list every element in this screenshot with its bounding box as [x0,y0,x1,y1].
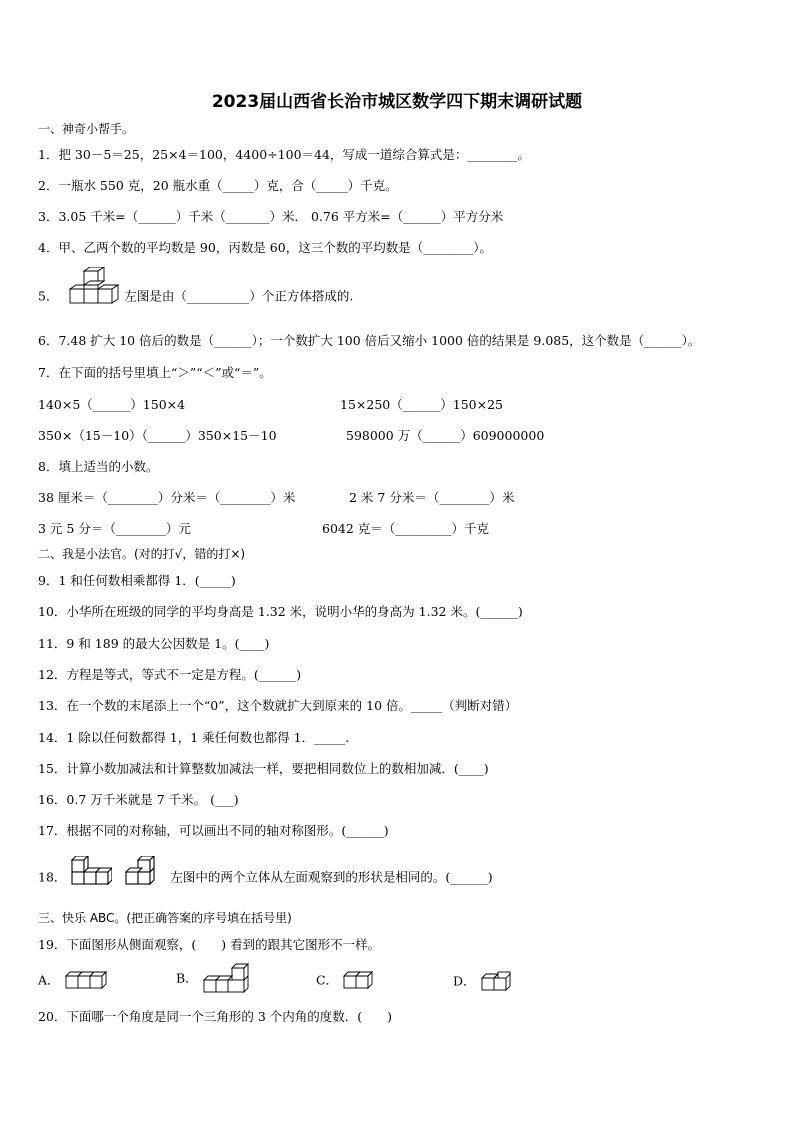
question-7d: 598000 万（______）609000000 [346,428,545,443]
question-4: 4．甲、乙两个数的平均数是 90，丙数是 60，这三个数的平均数是（________）。 [38,240,492,255]
option-a-figure [64,970,114,992]
question-5-number: 5． [38,288,59,304]
question-3: 3．3.05 千米=（______）千米（_______）米． 0.76 平方米=（______）平方分米 [38,209,504,224]
question-5 [38,285,353,309]
question-18-text: 左图中的两个立体从左面观察到的形状是相同的。(______) [170,869,493,885]
question-18 [38,866,493,890]
question-20: 20．下面哪一个角度是同一个三角形的 3 个内角的度数．( ) [38,1009,393,1024]
question-7c: 350×（15－10）（______）350×15－10 [38,428,277,443]
option-d-figure [480,970,526,994]
option-b-label: B． [176,970,198,986]
question-16: 16．0.7 万千米就是 7 千米。 (___) [38,792,239,807]
solid-figure-left [70,856,112,890]
option-c-label: C． [316,972,339,988]
option-b-figure [202,962,254,996]
option-a-label: A． [38,972,60,988]
question-5-text: 左图是由（__________）个正方体搭成的. [124,288,354,304]
question-8b: 2 米 7 分米＝（________）米 [349,490,515,505]
option-a [38,970,114,992]
question-7a: 140×5（______）150×4 [38,397,186,412]
question-17: 17．根据不同的对称轴，可以画出不同的轴对称图形。(______) [38,823,389,838]
question-7b: 15×250（______）150×25 [340,397,503,412]
question-8c: 3 元 5 分＝（________）元 [38,521,191,536]
question-11: 11．9 和 189 的最大公因数是 1。(____) [38,636,270,651]
question-8: 8．填上适当的小数。 [38,459,159,474]
question-7: 7．在下面的括号里填上“＞”“＜”或“＝”。 [38,365,272,380]
question-8a: 38 厘米＝（________）分米＝（________）米 [38,490,296,505]
question-2: 2．一瓶水 550 克，20 瓶水重（_____）克，合（_____）千克。 [38,178,398,193]
question-12: 12．方程是等式，等式不一定是方程。(______) [38,667,302,682]
question-15: 15．计算小数加减法和计算整数加减法一样，要把相同数位上的数相加减．(____) [38,761,489,776]
question-10: 10．小华所在班级的同学的平均身高是 1.32 米，说明小华的身高为 1.32 米。(______) [38,604,523,619]
cube-stack-figure [62,267,120,309]
solid-figure-right [124,856,166,890]
question-19: 19．下面图形从侧面观察，( ) 看到的跟其它图形不一样。 [38,937,381,952]
question-1: 1．把 30－5＝25，25×4＝100，4400÷100＝44，写成一道综合算式是：________。 [38,147,530,162]
option-d [453,970,526,994]
option-b [176,962,254,996]
option-c-figure [342,970,384,992]
page-title: 2023届山西省长治市城区数学四下期末调研试题 [211,92,583,112]
question-13: 13．在一个数的末尾添上一个“0”，这个数就扩大到原来的 10 倍。_____（判断对错） [38,698,518,713]
question-14: 14．1 除以任何数都得 1，1 乘任何数也都得 1．_____. [38,730,350,745]
section-1-heading: 一、神奇小帮手。 [38,122,135,136]
option-c [316,970,384,992]
section-3-heading: 三、快乐 ABC。(把正确答案的序号填在括号里) [38,911,292,925]
section-2-heading: 二、我是小法官。(对的打√，错的打×) [38,547,246,561]
question-8d: 6042 克＝（_________）千克 [322,521,490,536]
question-6: 6．7.48 扩大 10 倍后的数是（______）；一个数扩大 100 倍后又缩小 1000 倍的结果是 9.085，这个数是（______）。 [38,333,701,348]
question-9: 9．1 和任何数相乘都得 1．(_____) [38,573,236,588]
question-18-number: 18． [38,869,67,885]
option-d-label: D． [453,973,476,989]
